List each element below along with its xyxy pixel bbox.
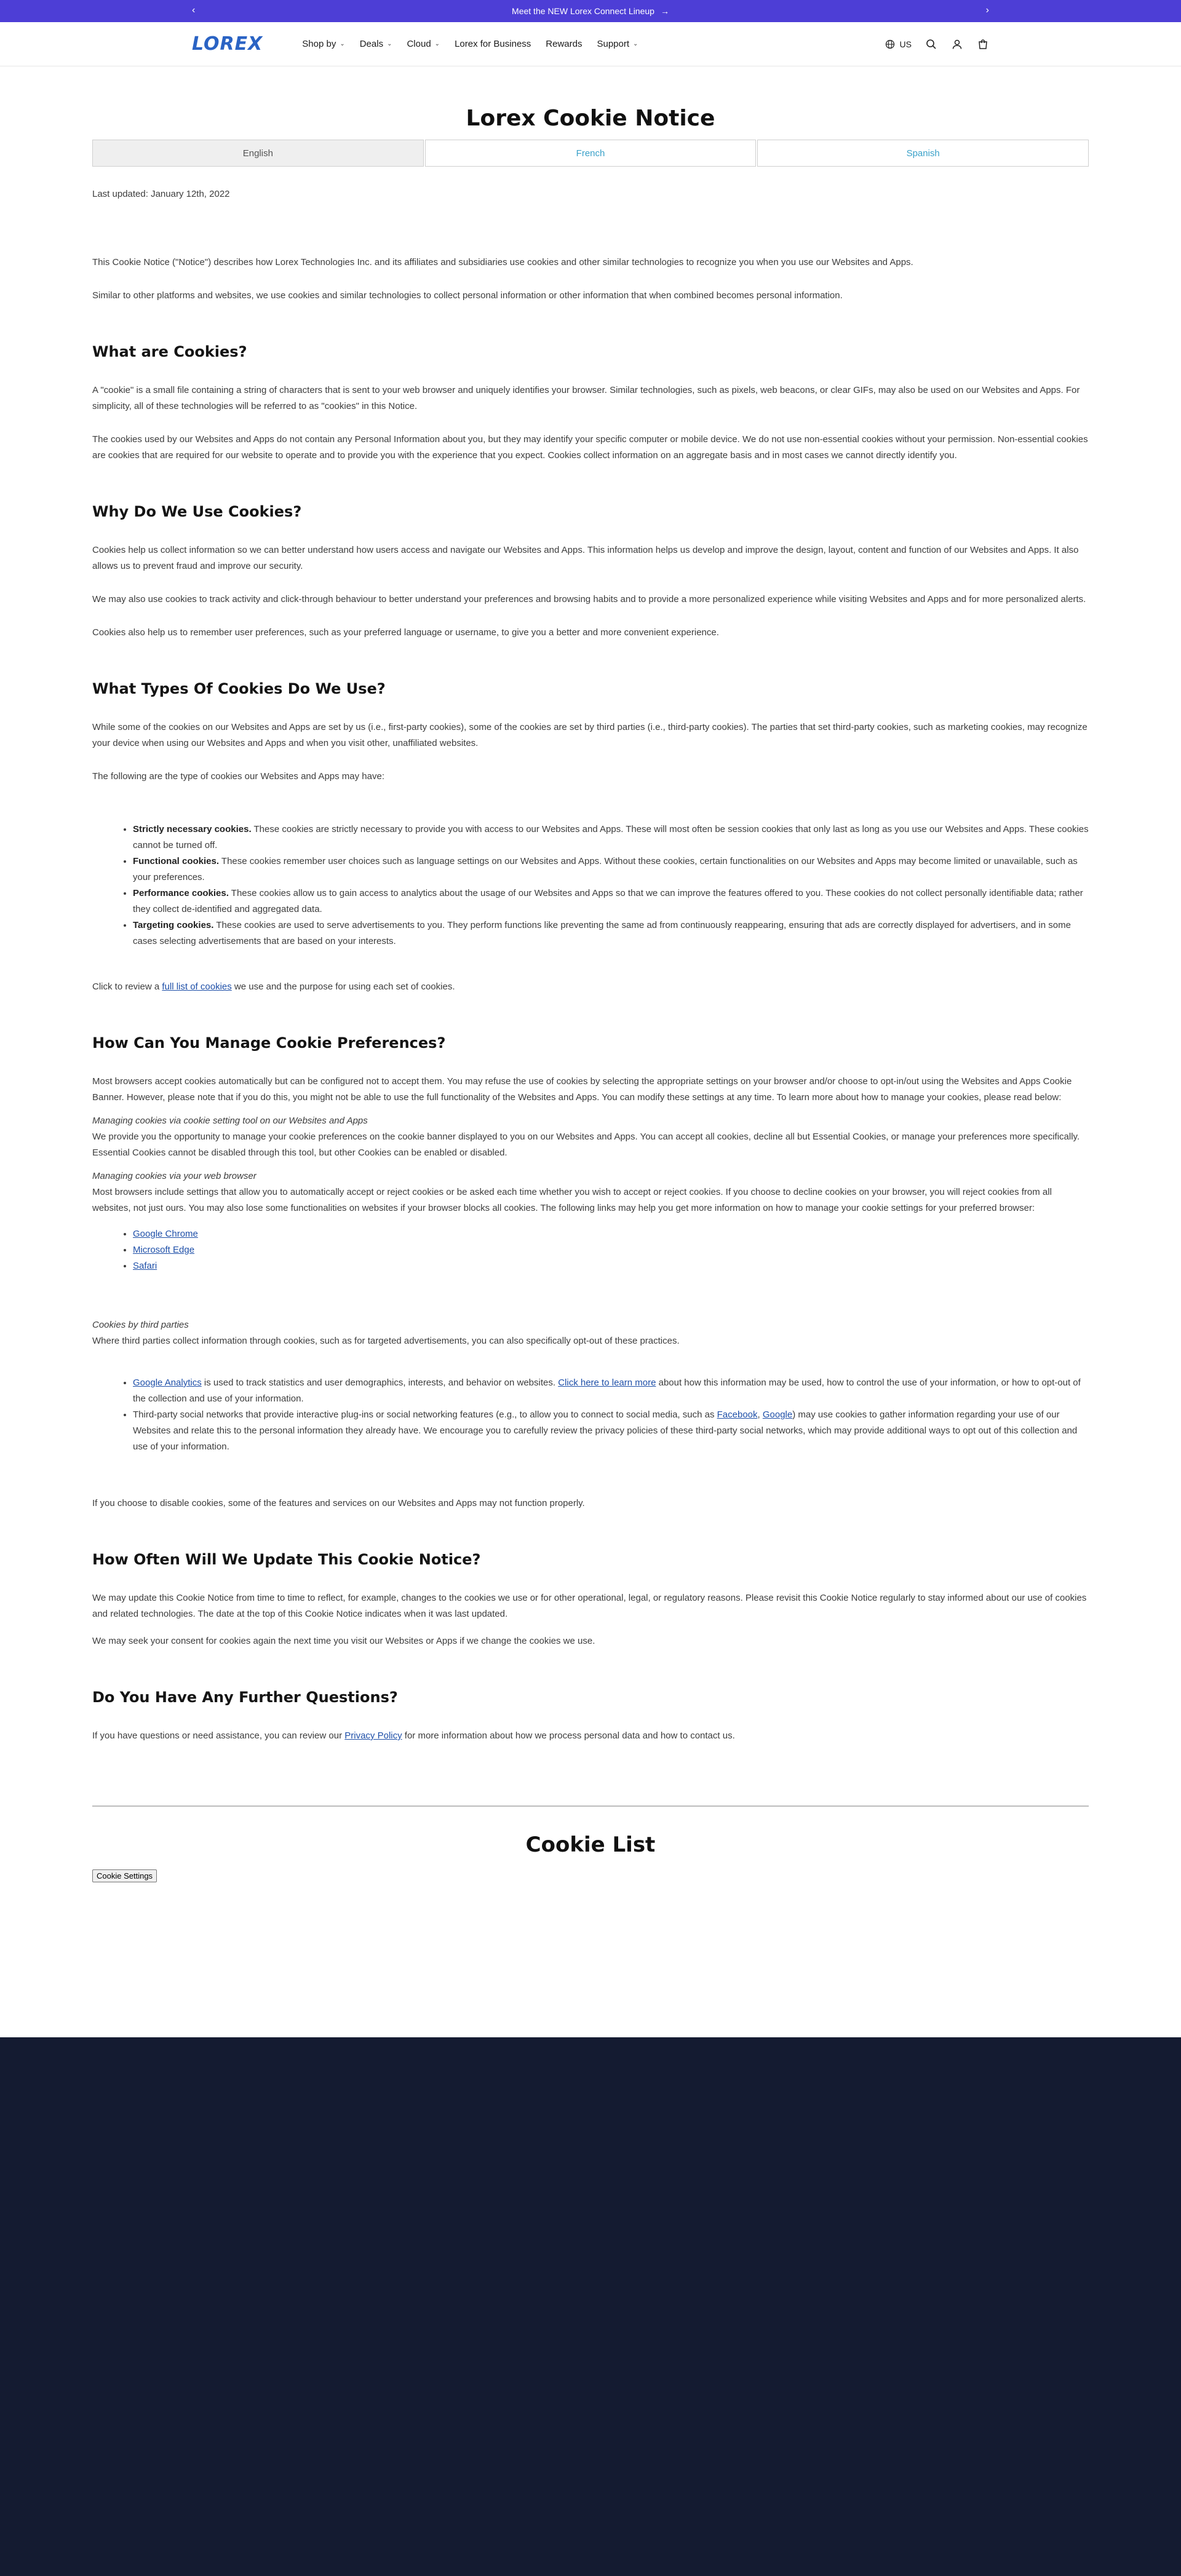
cookie-list-title: Cookie List [525,1833,656,1857]
region-label: US [899,39,912,49]
account-icon[interactable] [951,38,963,50]
section-paragraph: A "cookie" is a small file containing a string of characters that is sent to your web browser and uniquely identifies your browser. Similar technologies, such as pixels, web beacons, or clear GIFs, may also be used on our Websites and Apps. For simplicity, all of these technologies will be referred to as "cookies" in this Notice. [92,385,1080,411]
section-heading: What Types Of Cookies Do We Use? [92,680,386,697]
cookie-type-name: Targeting cookies. [133,920,214,930]
google-analytics-link[interactable]: Google Analytics [133,1377,202,1388]
privacy-policy-link[interactable]: Privacy Policy [344,1730,402,1741]
browser-links-list [133,1226,1089,1274]
list-item [133,917,1089,949]
nav-label: Lorex for Business [455,39,531,49]
section-heading: Do You Have Any Further Questions? [92,1689,398,1706]
cookie-type-text: These cookies allow us to gain access to analytics about the usage of our Websites and Apps so that we can improve the features offered to you. These cookies do not collect personally identifiable data; rather they collect de-identified and aggregated data. [133,888,1083,914]
announcement-prev-button[interactable]: ‹ [192,5,196,15]
main-content [92,66,1089,1882]
text: ) may use cookies to gather information regarding your use of our Websites and relate this to the personal information they already have. We encourage you to carefully review the privacy policies of these third-party social networks, which may provide additional ways to opt out of this collection and use of your information. [133,1409,1078,1452]
subsection-title: Cookies by third parties [92,1320,189,1330]
section-paragraph: We provide you the opportunity to manage your cookie preferences on the cookie banner displayed to you on our Websites and Apps. You can accept all cookies, decline all but Essential Cookies, or manage your preferences more specifically. Essential Cookies cannot be disabled through this tool, but other Cookies can be enabled or disabled. [92,1131,1080,1158]
nav-cloud[interactable] [407,39,440,49]
cookie-type-name: Strictly necessary cookies. [133,824,252,834]
nav-label: Deals [359,39,384,49]
subsection-title: Managing cookies via cookie setting tool on our Websites and Apps [92,1116,368,1126]
nav-lorex-for-business[interactable] [455,39,531,49]
cart-icon[interactable] [977,38,989,50]
google-link[interactable]: Google [762,1409,793,1420]
main-nav [302,39,883,49]
learn-more-link[interactable]: Click here to learn more [558,1377,656,1388]
list-item [133,1407,1089,1455]
text: Third-party social networks that provide interactive plug-ins or social networking features (e.g., to allow you to connect to social media, such as [133,1409,717,1420]
page-title: Lorex Cookie Notice [466,106,715,131]
nav-label: Support [597,39,630,49]
section-heading: What are Cookies? [92,343,247,360]
text: Click to review a [92,981,162,992]
chevron-down-icon: ⌄ [340,41,345,47]
cookie-types-list [133,822,1089,949]
list-item [133,886,1089,917]
third-party-list [133,1375,1089,1455]
cookie-settings-button[interactable]: Cookie Settings [92,1869,157,1882]
announcement-link[interactable] [512,6,669,16]
chevron-down-icon: ⌄ [387,41,392,47]
nav-rewards[interactable] [546,39,582,49]
nav-label: Cloud [407,39,431,49]
text: If you have questions or need assistance, you can review our [92,1730,345,1741]
section-paragraph: While some of the cookies on our Websites and Apps are set by us (i.e., first-party cookies), some of the cookies are set by third parties (i.e., third-party cookies). The parties that set third-party cookies, such as marketing cookies, may recognize your device when using our Websites and Apps and when you visit other, unaffiliated websites. [92,722,1088,748]
chevron-down-icon: ⌄ [434,41,440,47]
list-item [133,1258,1089,1274]
arrow-right-icon: → [660,6,669,16]
nav-deals[interactable] [360,39,392,49]
section-paragraph: Where third parties collect information through cookies, such as for targeted advertisements, you can also specifically opt-out of these practices. [92,1336,680,1346]
tab-spanish[interactable]: Spanish [757,140,1089,167]
region-selector[interactable] [884,38,912,50]
section-paragraph: The following are the type of cookies our Websites and Apps may have: [92,771,384,782]
disable-note: If you choose to disable cookies, some of the features and services on our Websites and Apps may not function properly. [92,1498,585,1508]
safari-link[interactable]: Safari [133,1261,157,1271]
facebook-link[interactable]: Facebook [717,1409,758,1420]
site-header [0,22,1181,66]
intro-paragraph: Similar to other platforms and websites, we use cookies and similar technologies to collect personal information or other information that when combined becomes personal information. [92,290,843,301]
language-tabs [92,140,1089,167]
questions-text [92,1728,1089,1744]
text: we use and the purpose for using each set of cookies. [231,981,455,992]
section-paragraph: Cookies also help us to remember user preferences, such as your preferred language or username, to give you a better and more convenient experience. [92,627,719,638]
text: about how this information may be used, how to control the use of your information, or how to opt-out of the collection and use of your information. [133,1377,1081,1404]
tab-french[interactable]: French [425,140,757,167]
list-item [133,854,1089,886]
microsoft-edge-link[interactable]: Microsoft Edge [133,1245,195,1255]
text: for more information about how we process personal data and how to contact us. [402,1730,735,1741]
nav-support[interactable] [597,39,638,49]
section-paragraph: We may also use cookies to track activity and click-through behaviour to better understand your preferences and browsing habits and to provide a more personalized experience while visiting Websites and Apps and for more personalized alerts. [92,594,1086,604]
subsection-title: Managing cookies via your web browser [92,1171,256,1181]
text: is used to track statistics and user demographics, interests, and behavior on websites. [201,1377,559,1388]
section-paragraph: We may update this Cookie Notice from time to time to reflect, for example, changes to the cookies we use or for other operational, legal, or regulatory reasons. Please revisit this Cookie Notice regularly to stay informed about our use of cookies and related technologies. The date at the top of this Cookie Notice indicates when it was last updated. [92,1593,1087,1619]
nav-label: Shop by [302,39,336,49]
section-heading: How Often Will We Update This Cookie Notice? [92,1551,481,1568]
site-footer [0,2037,1181,2576]
section-paragraph: Most browsers accept cookies automatically but can be configured not to accept them. You may refuse the use of cookies by selecting the appropriate settings on your browser and/or choose to opt-in/out using the Websites and Apps Cookie Banner. However, please note that if you do this, you might not be able to use the full functionality of the Websites and Apps. You can modify these settings at any time. To learn more about how to manage your cookies, please read below: [92,1076,1072,1103]
text: , [757,1409,763,1420]
announcement-next-button[interactable]: › [985,5,989,15]
tab-english[interactable]: English [92,140,424,167]
divider [92,1805,1089,1807]
cookie-type-name: Functional cookies. [133,856,220,866]
nav-shop-by[interactable] [302,39,344,49]
lorex-logo[interactable]: LOREX [192,33,263,55]
last-updated: Last updated: January 12th, 2022 [92,189,230,199]
google-chrome-link[interactable]: Google Chrome [133,1229,198,1239]
section-heading: Why Do We Use Cookies? [92,503,302,520]
cookie-type-name: Performance cookies. [133,888,229,898]
announcement-text: Meet the NEW Lorex Connect Lineup [512,6,654,16]
section-heading: How Can You Manage Cookie Preferences? [92,1034,446,1052]
list-item [133,1375,1089,1407]
section-paragraph: The cookies used by our Websites and Apps do not contain any Personal Information about you, but they may identify your specific computer or mobile device. We do not use non-essential cookies without your permission. Non-essential cookies are cookies that are required for our website to operate and to provide you with the experience that you expect. Cookies collect information on an aggregate basis and in most cases we cannot directly identify you. [92,434,1088,461]
section-paragraph: Cookies help us collect information so we can better understand how users access and navigate our Websites and Apps. This information helps us develop and improve the design, layout, content and function of our Websites and Apps. It also allows us to prevent fraud and improve our security. [92,545,1079,571]
chevron-down-icon: ⌄ [633,41,638,47]
review-cookies-text [92,979,1089,995]
intro-paragraph: This Cookie Notice ("Notice") describes how Lorex Technologies Inc. and its affiliates and subsidiaries use cookies and other similar technologies to recognize you when you use our Websites and Apps. [92,257,913,268]
cookie-type-text: These cookies remember user choices such as language settings on our Websites and Apps. Without these cookies, certain functionalities on our Websites and Apps may become limited or unavailable, such as your preferences. [133,856,1078,882]
section-paragraph: Most browsers include settings that allow you to automatically accept or reject cookies or be asked each time whether you wish to accept or reject cookies. If you choose to decline cookies on your browser, you will reject cookies from all websites, not just ours. You may also lose some functionalities on websites if your browser blocks all cookies. The following links may help you get more information on how to manage your cookie settings for your preferred browser: [92,1187,1052,1213]
section-paragraph: We may seek your consent for cookies again the next time you visit our Websites or Apps if we change the cookies we use. [92,1636,595,1646]
search-icon[interactable] [925,38,937,50]
full-cookie-list-link[interactable]: full list of cookies [162,981,232,992]
announcement-bar [0,0,1181,22]
nav-label: Rewards [546,39,583,49]
globe-icon [884,38,896,50]
cookie-type-text: These cookies are strictly necessary to provide you with access to our Websites and Apps. These will most often be session cookies that only last as long as you use our Websites and Apps. These cookies cannot be turned off. [133,824,1089,850]
list-item [133,1242,1089,1258]
list-item [133,822,1089,854]
list-item [133,1226,1089,1242]
cookie-type-text: These cookies are used to serve advertisements to you. They perform functions like preventing the same ad from continuously reappearing, ensuring that ads are correctly displayed for advertisers, and in some cases selecting advertisements that are based on your interests. [133,920,1071,946]
header-actions [884,38,989,50]
